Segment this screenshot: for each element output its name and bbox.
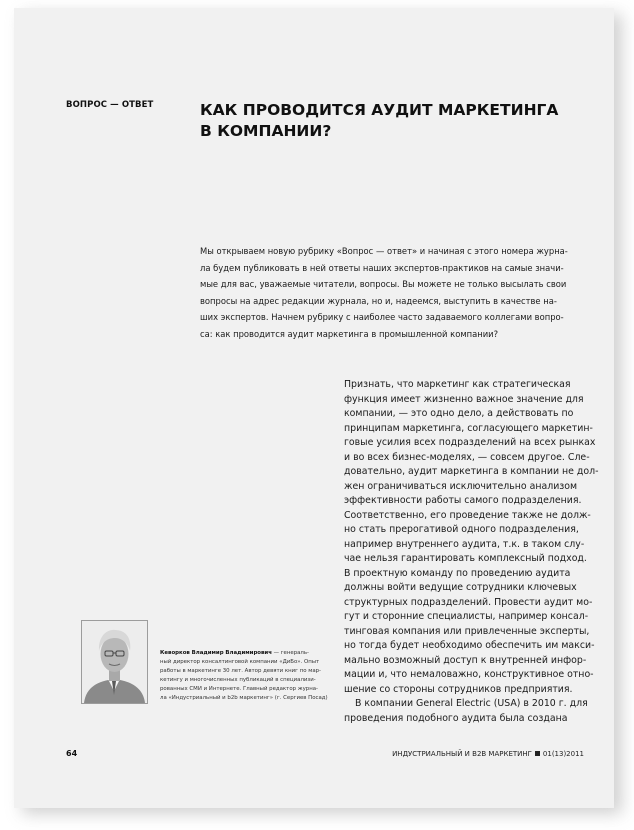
body-line: шение со стороны сотрудников предприятия. [344,683,573,695]
square-bullet-icon [535,751,540,756]
body-line: функция имеет жизненно важное значение для [344,393,584,405]
body-line: В компании General Electric (USA) в 2010 г. для [355,698,588,709]
author-portrait-icon [82,621,147,703]
intro-line: вопросы на адрес редакции журнала, но и, надеемся, выступить в качестве на- [200,295,557,306]
body-line: компании, — это одно дело, а действовать по [344,408,574,419]
body-line: и во всех бизнес-моделях, — совсем другое. Сле- [344,451,590,463]
body-line: но тогда будет необходимо обеспечить им макси- [344,640,595,651]
bio-line: кетингу и многочисленных публикаций в специализи- [160,676,316,683]
article-body [344,378,599,726]
article-title [200,100,560,142]
journal-name: ИНДУСТРИАЛЬНЫЙ И B2B МАРКЕТИНГ [392,750,532,758]
running-footer [392,750,584,758]
title-line: В КОМПАНИИ? [200,122,332,140]
body-line: говые усилия всех подразделений на всех рынках [344,437,596,448]
body-line: Признать, что маркетинг как стратегическая [344,379,571,390]
body-line: чае нельзя гарантировать комплексный подход. [344,553,587,564]
intro-line: ла будем публиковать в ней ответы наших экспертов-практиков на самые значи- [200,262,564,273]
body-line: принципам маркетинга, согласующего маркетин- [344,422,593,434]
bio-line: ла «Индустриальный и b2b маркетинг» (г. Сергиев Посад) [160,694,328,701]
body-line: но стать прерогативой одного подразделения, [344,524,579,535]
body-line: В проектную команду по проведению аудита [344,567,571,579]
bio-line: рованных СМИ и Интернете. Главный редактор журна- [160,685,318,692]
bio-first-line [160,649,340,658]
bio-line: работы в маркетинге 30 лет. Автор девяти книг по мар- [160,667,322,674]
body-line: структурных подразделений. Провести аудит мо- [344,596,593,608]
issue-number: 01(13)2011 [542,750,584,758]
body-line: гут и сторонние специалисты, например консал- [344,611,589,622]
body-line: мально возможный доступ к внутренней инфор- [344,654,587,666]
intro-paragraph [200,243,586,342]
intro-line: ших экспертов. Начнем рубрику с наиболее часто задаваемого коллегами вопро- [200,312,564,322]
bio-line: — генераль- [271,650,309,656]
author-photo [81,620,148,704]
body-line: Соответственно, его проведение также не долж- [344,509,591,521]
body-line: например внутреннего аудита, т.к. в таком слу- [344,538,585,550]
intro-line: Мы открываем новую рубрику «Вопрос — ответ» и начиная с этого номера журна- [200,246,568,256]
body-line: жен ограничиваться исключительно анализом [344,480,578,492]
intro-line: мые для вас, уважаемые читатели, вопросы. Вы можете не только высылать свои [200,279,567,289]
page-number: 64 [66,749,78,758]
body-line: должны войти ведущие сотрудники ключевых [344,582,577,593]
body-line: тинговая компания или привлеченные эксперты, [344,625,590,637]
body-line: довательно, аудит маркетинга в компании не дол- [344,466,599,477]
bio-line: ный директор консалтинговой компании «ДиБо». Опыт [160,658,320,665]
intro-line: са: как проводится аудит маркетинга в промышленной компании? [200,328,499,339]
author-bio [160,649,340,702]
author-name: Кеворков Владимир Владимирович [160,650,272,656]
rubric-label: ВОПРОС — ОТВЕТ [66,100,154,110]
body-line: проведения подобного аудита была создана [344,712,568,724]
body-line: эффективности работы самого подразделения. [344,495,582,506]
title-line: КАК ПРОВОДИТСЯ АУДИТ МАРКЕТИНГА [200,101,559,119]
body-line: мации и, что немаловажно, конструктивное отно- [344,669,594,680]
